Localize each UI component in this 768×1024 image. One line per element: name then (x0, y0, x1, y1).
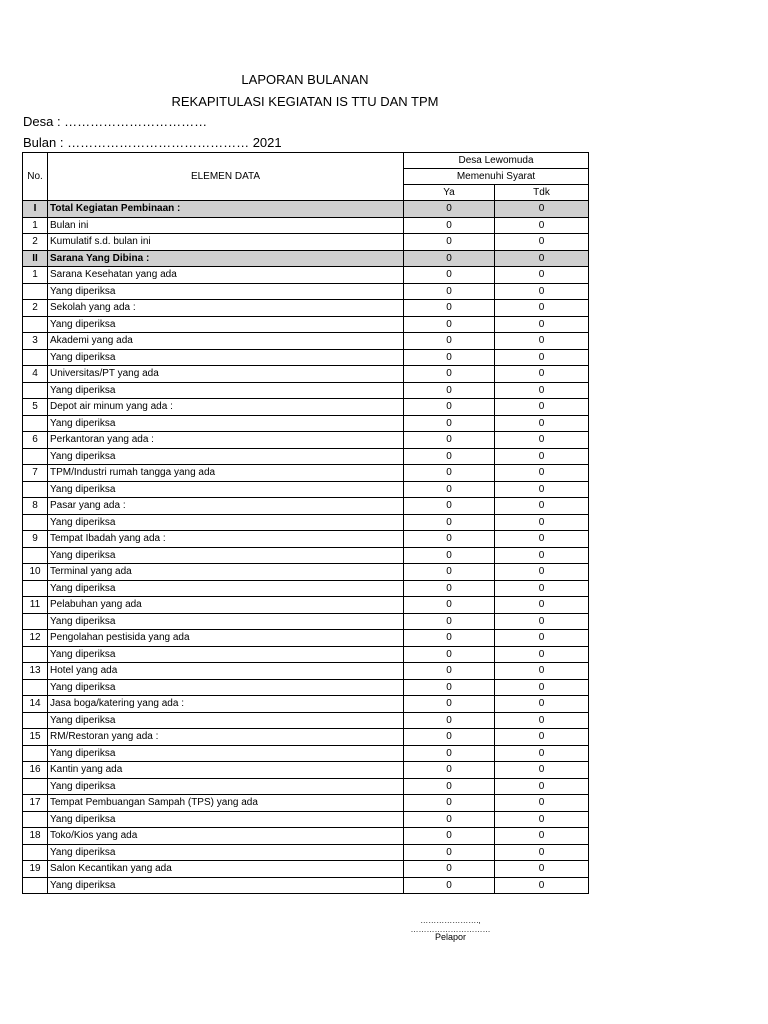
table-row (23, 432, 589, 449)
row-label: Salon Kecantikan yang ada (48, 861, 404, 878)
table-row (23, 399, 589, 416)
row-tdk-value: 0 (495, 597, 589, 614)
row-number: 3 (23, 333, 48, 350)
table-row (23, 300, 589, 317)
row-label: Yang diperiksa (48, 646, 404, 663)
row-number (23, 613, 48, 630)
row-ya-value: 0 (404, 432, 495, 449)
row-tdk-value: 0 (495, 349, 589, 366)
row-ya-value: 0 (404, 630, 495, 647)
row-tdk-value: 0 (495, 630, 589, 647)
row-ya-value: 0 (404, 679, 495, 696)
table-row (23, 217, 589, 234)
row-number: 2 (23, 234, 48, 251)
row-number: 13 (23, 663, 48, 680)
table-row (23, 564, 589, 581)
report-title: LAPORAN BULANAN (241, 72, 369, 87)
row-label: Hotel yang ada (48, 663, 404, 680)
row-ya-value: 0 (404, 531, 495, 548)
header-no: No. (23, 153, 48, 201)
table-row (23, 481, 589, 498)
row-tdk-value: 0 (495, 745, 589, 762)
row-label: Yang diperiksa (48, 877, 404, 894)
row-number (23, 877, 48, 894)
row-number (23, 514, 48, 531)
table-body (23, 201, 589, 894)
row-tdk-value: 0 (495, 382, 589, 399)
row-label: Tempat Ibadah yang ada : (48, 531, 404, 548)
table-row (23, 316, 589, 333)
row-tdk-value: 0 (495, 432, 589, 449)
row-label: Yang diperiksa (48, 382, 404, 399)
row-number: I (23, 201, 48, 218)
row-ya-value: 0 (404, 580, 495, 597)
row-tdk-value: 0 (495, 828, 589, 845)
row-ya-value: 0 (404, 547, 495, 564)
row-label: Yang diperiksa (48, 745, 404, 762)
row-ya-value: 0 (404, 828, 495, 845)
row-number: 1 (23, 267, 48, 284)
row-tdk-value: 0 (495, 333, 589, 350)
table-row (23, 283, 589, 300)
table-row (23, 349, 589, 366)
row-label: Yang diperiksa (48, 448, 404, 465)
row-number (23, 382, 48, 399)
table-row (23, 250, 589, 267)
table-row (23, 795, 589, 812)
row-number (23, 547, 48, 564)
row-ya-value: 0 (404, 234, 495, 251)
row-label: Yang diperiksa (48, 580, 404, 597)
table-row (23, 448, 589, 465)
row-tdk-value: 0 (495, 762, 589, 779)
row-label: Total Kegiatan Pembinaan : (48, 201, 404, 218)
row-tdk-value: 0 (495, 498, 589, 515)
row-tdk-value: 0 (495, 201, 589, 218)
row-ya-value: 0 (404, 498, 495, 515)
table-row (23, 696, 589, 713)
row-label: Yang diperiksa (48, 349, 404, 366)
row-label: Kumulatif s.d. bulan ini (48, 234, 404, 251)
table-row (23, 613, 589, 630)
row-ya-value: 0 (404, 861, 495, 878)
table-row (23, 597, 589, 614)
header-criteria: Memenuhi Syarat (404, 169, 589, 185)
row-ya-value: 0 (404, 597, 495, 614)
row-label: Pelabuhan yang ada (48, 597, 404, 614)
row-label: Tempat Pembuangan Sampah (TPS) yang ada (48, 795, 404, 812)
table-row (23, 531, 589, 548)
row-tdk-value: 0 (495, 646, 589, 663)
row-ya-value: 0 (404, 217, 495, 234)
table-row (23, 498, 589, 515)
row-number: 19 (23, 861, 48, 878)
table-row (23, 679, 589, 696)
row-label: Perkantoran yang ada : (48, 432, 404, 449)
table-row (23, 861, 589, 878)
table-row (23, 580, 589, 597)
row-label: Yang diperiksa (48, 547, 404, 564)
row-label: Yang diperiksa (48, 514, 404, 531)
row-ya-value: 0 (404, 366, 495, 383)
row-tdk-value: 0 (495, 283, 589, 300)
row-number (23, 580, 48, 597)
row-number: 17 (23, 795, 48, 812)
row-label: Yang diperiksa (48, 811, 404, 828)
row-label: Terminal yang ada (48, 564, 404, 581)
row-ya-value: 0 (404, 316, 495, 333)
table-row (23, 778, 589, 795)
row-ya-value: 0 (404, 349, 495, 366)
row-tdk-value: 0 (495, 580, 589, 597)
table-row (23, 811, 589, 828)
row-ya-value: 0 (404, 448, 495, 465)
row-label: Akademi yang ada (48, 333, 404, 350)
row-ya-value: 0 (404, 778, 495, 795)
table-row (23, 201, 589, 218)
table-row (23, 547, 589, 564)
header-village: Desa Lewomuda (404, 153, 589, 169)
table-row (23, 333, 589, 350)
row-ya-value: 0 (404, 267, 495, 284)
row-label: Kantin yang ada (48, 762, 404, 779)
row-ya-value: 0 (404, 283, 495, 300)
row-tdk-value: 0 (495, 399, 589, 416)
row-ya-value: 0 (404, 877, 495, 894)
table-row (23, 465, 589, 482)
header-element: ELEMEN DATA (48, 153, 404, 201)
table-row (23, 877, 589, 894)
row-label: Sekolah yang ada : (48, 300, 404, 317)
row-number: 10 (23, 564, 48, 581)
row-label: Jasa boga/katering yang ada : (48, 696, 404, 713)
table-row (23, 712, 589, 729)
row-number: 8 (23, 498, 48, 515)
row-label: Yang diperiksa (48, 481, 404, 498)
table-row (23, 234, 589, 251)
row-number: 11 (23, 597, 48, 614)
row-label: Sarana Kesehatan yang ada (48, 267, 404, 284)
row-ya-value: 0 (404, 646, 495, 663)
row-ya-value: 0 (404, 250, 495, 267)
row-label: Toko/Kios yang ada (48, 828, 404, 845)
header-yes: Ya (404, 185, 495, 201)
report-subtitle: REKAPITULASI KEGIATAN IS TTU DAN TPM (171, 94, 439, 109)
row-tdk-value: 0 (495, 778, 589, 795)
row-tdk-value: 0 (495, 267, 589, 284)
row-tdk-value: 0 (495, 547, 589, 564)
row-tdk-value: 0 (495, 234, 589, 251)
row-ya-value: 0 (404, 663, 495, 680)
row-number (23, 349, 48, 366)
row-number: 1 (23, 217, 48, 234)
row-tdk-value: 0 (495, 448, 589, 465)
row-label: Depot air minum yang ada : (48, 399, 404, 416)
table-row (23, 267, 589, 284)
table-row (23, 415, 589, 432)
row-label: Yang diperiksa (48, 415, 404, 432)
row-ya-value: 0 (404, 465, 495, 482)
row-label: Yang diperiksa (48, 679, 404, 696)
row-ya-value: 0 (404, 745, 495, 762)
row-label: Yang diperiksa (48, 316, 404, 333)
row-number (23, 646, 48, 663)
row-number: 2 (23, 300, 48, 317)
row-ya-value: 0 (404, 795, 495, 812)
row-number: 7 (23, 465, 48, 482)
row-label: Yang diperiksa (48, 283, 404, 300)
row-tdk-value: 0 (495, 300, 589, 317)
row-tdk-value: 0 (495, 712, 589, 729)
row-number: 9 (23, 531, 48, 548)
row-number (23, 712, 48, 729)
reporter-label: Pelapor (434, 932, 467, 942)
row-number: 16 (23, 762, 48, 779)
row-number: 4 (23, 366, 48, 383)
row-ya-value: 0 (404, 481, 495, 498)
table-row (23, 514, 589, 531)
row-ya-value: 0 (404, 333, 495, 350)
row-tdk-value: 0 (495, 811, 589, 828)
row-number (23, 283, 48, 300)
row-ya-value: 0 (404, 415, 495, 432)
row-tdk-value: 0 (495, 250, 589, 267)
row-label: Yang diperiksa (48, 613, 404, 630)
row-ya-value: 0 (404, 762, 495, 779)
row-number: 15 (23, 729, 48, 746)
row-ya-value: 0 (404, 514, 495, 531)
row-tdk-value: 0 (495, 729, 589, 746)
row-tdk-value: 0 (495, 861, 589, 878)
row-number: 5 (23, 399, 48, 416)
row-label: Pengolahan pestisida yang ada (48, 630, 404, 647)
table-row (23, 663, 589, 680)
table-row (23, 828, 589, 845)
row-ya-value: 0 (404, 712, 495, 729)
row-label: Pasar yang ada : (48, 498, 404, 515)
row-number: 12 (23, 630, 48, 647)
table-row (23, 646, 589, 663)
row-tdk-value: 0 (495, 366, 589, 383)
row-ya-value: 0 (404, 382, 495, 399)
row-number (23, 811, 48, 828)
row-tdk-value: 0 (495, 316, 589, 333)
row-tdk-value: 0 (495, 679, 589, 696)
row-tdk-value: 0 (495, 465, 589, 482)
row-ya-value: 0 (404, 729, 495, 746)
table-row (23, 382, 589, 399)
row-number (23, 679, 48, 696)
table-row (23, 745, 589, 762)
row-tdk-value: 0 (495, 663, 589, 680)
desa-line: Desa : …………………………… (23, 114, 208, 129)
row-ya-value: 0 (404, 201, 495, 218)
row-label: Yang diperiksa (48, 844, 404, 861)
row-number (23, 415, 48, 432)
table-row (23, 729, 589, 746)
row-number (23, 745, 48, 762)
row-number (23, 481, 48, 498)
table-row (23, 630, 589, 647)
row-label: TPM/Industri rumah tangga yang ada (48, 465, 404, 482)
row-label: Universitas/PT yang ada (48, 366, 404, 383)
row-tdk-value: 0 (495, 217, 589, 234)
row-tdk-value: 0 (495, 613, 589, 630)
header-tdk: Tdk (495, 185, 589, 201)
row-label: Yang diperiksa (48, 712, 404, 729)
row-ya-value: 0 (404, 811, 495, 828)
row-tdk-value: 0 (495, 696, 589, 713)
row-number (23, 844, 48, 861)
row-number (23, 778, 48, 795)
row-ya-value: 0 (404, 399, 495, 416)
signature-line: …………………., ………………………… (410, 916, 491, 934)
row-tdk-value: 0 (495, 514, 589, 531)
report-table (22, 152, 589, 894)
row-tdk-value: 0 (495, 795, 589, 812)
row-number (23, 316, 48, 333)
table-row (23, 844, 589, 861)
row-label: Bulan ini (48, 217, 404, 234)
row-label: RM/Restoran yang ada : (48, 729, 404, 746)
row-tdk-value: 0 (495, 481, 589, 498)
row-label: Sarana Yang Dibina : (48, 250, 404, 267)
row-number: 6 (23, 432, 48, 449)
table-row (23, 366, 589, 383)
row-ya-value: 0 (404, 564, 495, 581)
row-tdk-value: 0 (495, 415, 589, 432)
row-ya-value: 0 (404, 300, 495, 317)
row-tdk-value: 0 (495, 531, 589, 548)
row-label: Yang diperiksa (48, 778, 404, 795)
table-row (23, 762, 589, 779)
bulan-line: Bulan : …………………………………… 2021 (23, 135, 282, 150)
row-ya-value: 0 (404, 844, 495, 861)
row-ya-value: 0 (404, 696, 495, 713)
row-tdk-value: 0 (495, 564, 589, 581)
row-tdk-value: 0 (495, 877, 589, 894)
row-tdk-value: 0 (495, 844, 589, 861)
row-number (23, 448, 48, 465)
row-number: 14 (23, 696, 48, 713)
row-number: 18 (23, 828, 48, 845)
row-number: II (23, 250, 48, 267)
row-ya-value: 0 (404, 613, 495, 630)
